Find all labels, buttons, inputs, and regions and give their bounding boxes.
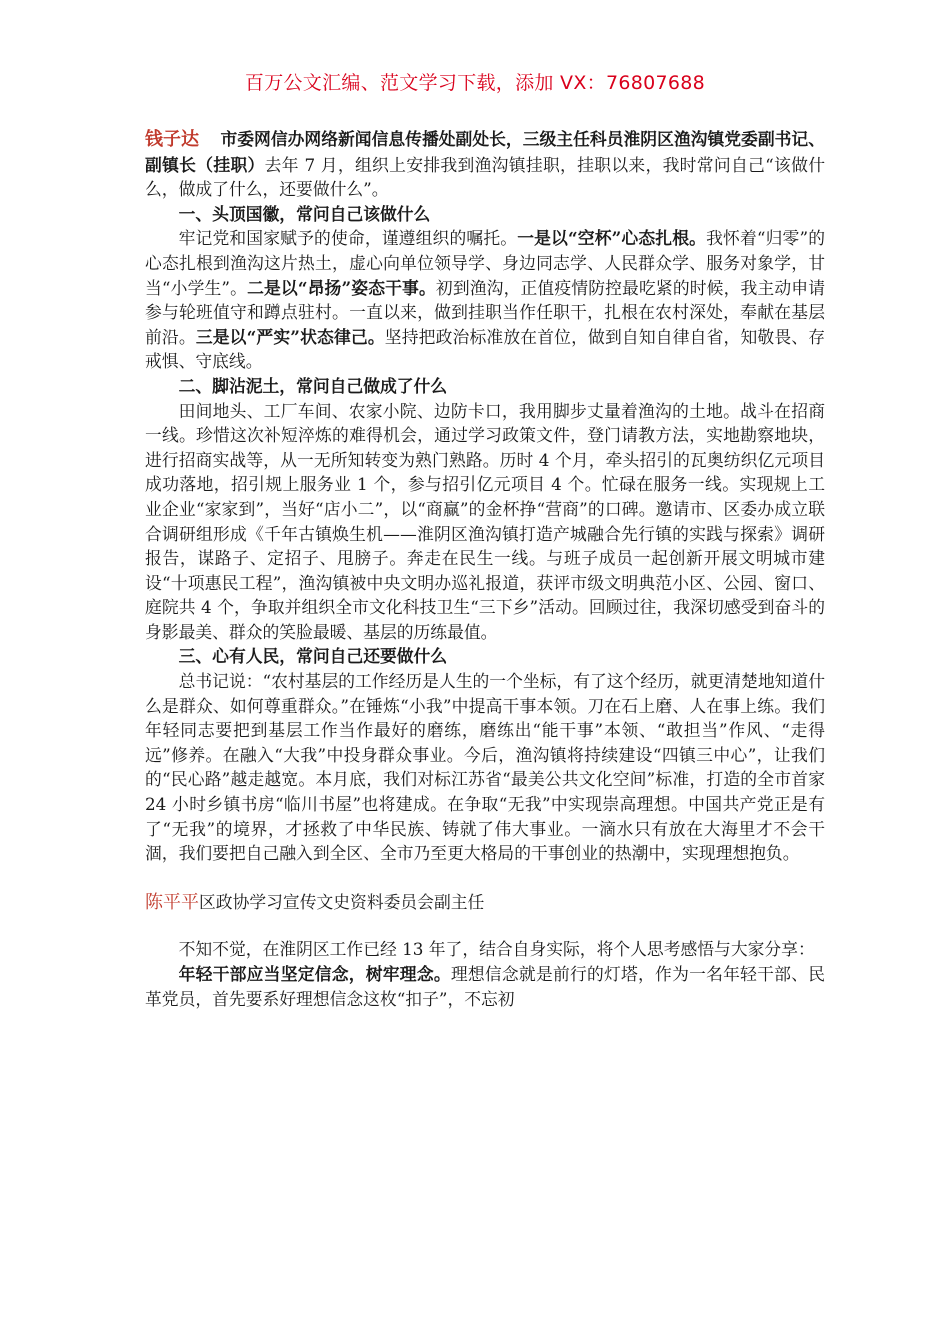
- author2-intro: 不知不觉，在淮阴区工作已经 13 年了，结合自身实际，将个人思考感悟与大家分享：: [178, 939, 815, 960]
- section1-text-a: 牢记党和国家赋予的使命，谨遵组织的嘱托。: [178, 228, 518, 249]
- header-banner: 百万公文汇编、范文学习下载，添加 VX：76807688: [244, 72, 706, 94]
- author2-heading: [145, 890, 825, 916]
- author2-title: 区政协学习宣传文史资料委员会副主任: [199, 891, 485, 912]
- section3-heading: 三、心有人民，常问自己还要做什么: [178, 646, 448, 667]
- section1-point-2: 二是以“昂扬”姿态干事。: [247, 277, 436, 298]
- section1-point-1: 一是以“空杯”心态扎根。: [517, 228, 707, 249]
- author2-text-1: 理想信念就是前行的灯塔，作为一名年轻干部、民革党员，首先要系好理想信念这枚“扣子”，不忘初: [145, 964, 825, 1009]
- author1-paragraph: [145, 127, 825, 202]
- section1-text-d: 坚持把政治标准放在首位，做到自知自律自省，知敬畏、存戒惧、守底线。: [145, 326, 825, 372]
- section3-body: 总书记说：“农村基层的工作经历是人生的一个坐标，有了这个经历，就更清楚地知道什么是群众、如何尊重群众。”在锤炼“小我”中提高干事本领。刀在石上磨、人在事上练。我们年轻同志要把到基层工作当作最好的磨练，磨练出“能干事”本领、“敢担当”作风、“走得远”修养。在融入“大我”中投身群众事业。今后，渔沟镇将持续建设“四镇三中心”，让我们的“民心路”越走越宽。本月底，我们对标江苏省“最美公共文化空间”标准，打造的全市首家 24 小时乡镇书房“临川书屋”也将建成。在争取“无我”中实现崇高理想。中国共产党正是有了“无我”的境界，才拯救了中华民族、铸就了伟大事业。一滴水只有放在大海里才不会干涸，我们要把自己融入到全区、全市乃至更大格局的干事创业的热潮中，实现理想抱负。: [145, 671, 825, 864]
- author2-name: 陈平平: [145, 891, 199, 913]
- author1-intro: 去年 7 月，组织上安排我到渔沟镇挂职，挂职以来，我时常问自己“该做什么，做成了什么，还要做什么”。: [145, 154, 825, 200]
- section1-text-c: 初到渔沟，正值疫情防控最吃紧的时候，我主动申请参与轮班值守和蹲点驻村。一直以来，做到挂职当作任职干，扎根在农村深处，奉献在基层前沿。: [145, 277, 825, 347]
- author1-title: 市委网信办网络新闻信息传播处副处长，三级主任科员淮阴区渔沟镇党委副书记、副镇长（挂职）: [145, 129, 825, 175]
- section2-heading: 二、脚沾泥土，常问自己做成了什么: [178, 375, 448, 396]
- author1-name: 钱子达: [145, 129, 200, 150]
- section1-heading: 一、头顶国徽，常问自己该做什么: [178, 203, 431, 224]
- article-body: [145, 127, 825, 1011]
- author2-point-1: 年轻干部应当坚定信念，树牢理念。: [178, 964, 451, 984]
- section2-body: 田间地头、工厂车间、农家小院、边防卡口，我用脚步丈量着渔沟的土地。战斗在招商一线。珍惜这次补短淬炼的难得机会，通过学习政策文件，登门请教方法，实地勘察地块，进行招商实战等，从一无所知转变为熟门熟路。历时 4 个月，牵头招引的瓦奥纺织亿元项目成功落地，招引规上服务业 1 个，参与招引亿元项目 4 个。忙碌在服务一线。实现规上工业企业“家家到”，当好“店小二”，以“商赢”的金杯挣“营商”的口碑。邀请市、区委办成立联合调研组形成《千年古镇焕生机——淮阴区渔沟镇打造产城融合先行镇的实践与探索》调研报告，谋路子、定招子、甩膀子。奔走在民生一线。与班子成员一起创新开展文明城市建设“十项惠民工程”，渔沟镇被中央文明办巡礼报道，获评市级文明典范小区、公园、窗口、庭院共 4 个，争取并组织全市文化科技卫生“三下乡”活动。回顾过往，我深切感受到奋斗的身影最美、群众的笑脸最暖、基层的历练最值。: [145, 400, 825, 642]
- author2-paragraph-1: [145, 962, 825, 1011]
- section1-text-b: 我怀着“归零”的心态扎根到渔沟这片热土，虚心向单位领导学、身边同志学、人民群众学、服务对象学，甘当“小学生”。: [145, 228, 825, 298]
- section1-body: [145, 226, 825, 374]
- section1-point-3: 三是以“严实”状态律己。: [195, 326, 385, 347]
